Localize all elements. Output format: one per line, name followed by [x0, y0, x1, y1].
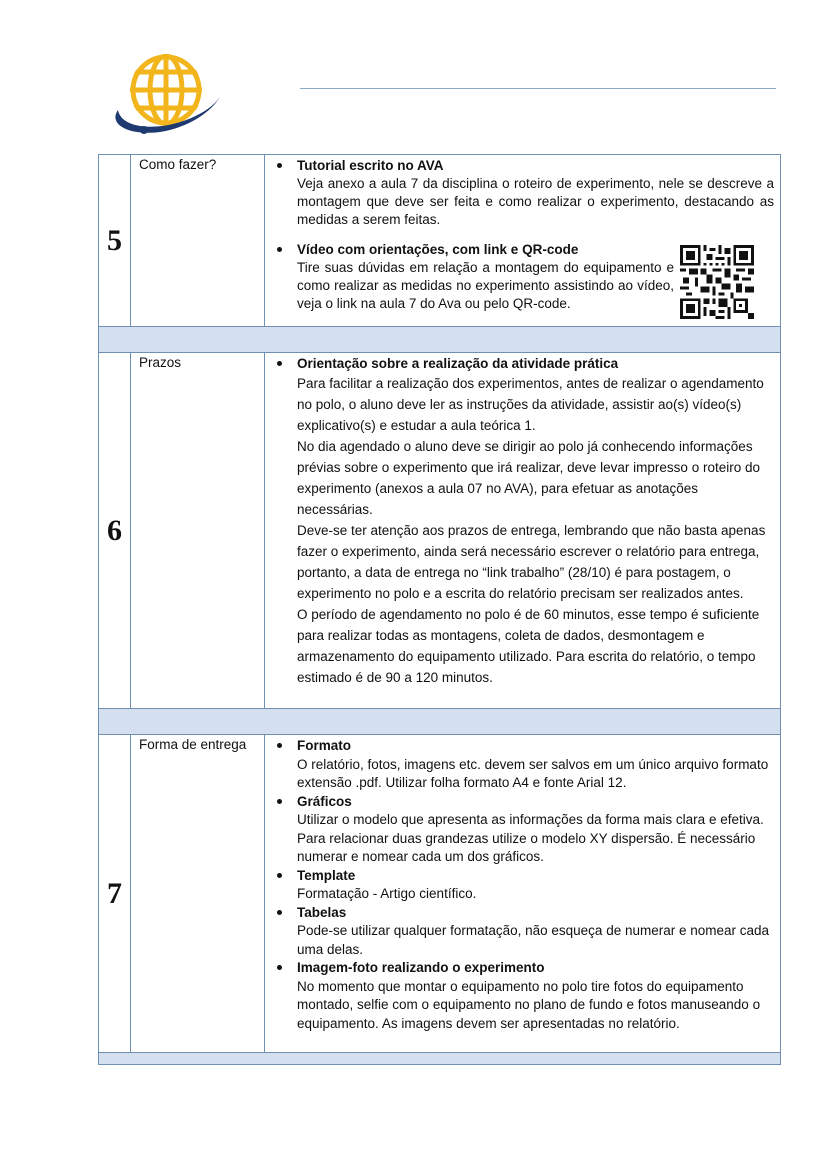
- bullet-list: [271, 157, 774, 313]
- item-body: Formatação - Artigo científico.: [297, 886, 477, 901]
- bullet-list: [271, 737, 774, 1033]
- list-item: [271, 793, 774, 867]
- item-title: Template: [297, 867, 356, 883]
- item-body: Utilizar o modelo que apresenta as informações da forma mais clara e efetiva. Para relacionar duas grandezas utilize o modelo XY dispersão. É necessário numerar e nomear cada um dos gráficos.: [297, 812, 764, 864]
- table-row: [99, 155, 781, 327]
- list-item: [271, 157, 774, 229]
- activity-table: [98, 154, 781, 1065]
- item-body: Veja anexo a aula 7 da disciplina o roteiro de experimento, nele se descreve a montagem que deve ser feita e como realizar o experimento, destacando as medidas a serem feitas.: [297, 176, 774, 227]
- item-title: Gráficos: [297, 793, 352, 809]
- row-number: 7: [99, 735, 131, 1053]
- item-body: O relatório, fotos, imagens etc. devem ser salvos em um único arquivo formato extensão .pdf. Utilizar folha formato A4 e fonte Arial 12.: [297, 756, 769, 790]
- separator-row: [99, 709, 781, 735]
- bullet-list: [271, 355, 774, 688]
- item-title: Tabelas: [297, 904, 347, 920]
- row-label: Prazos: [131, 353, 265, 709]
- row-content: [265, 155, 781, 327]
- item-title: Imagem-foto realizando o experimento: [297, 960, 545, 975]
- row-number: 5: [99, 155, 131, 327]
- table-row: [99, 353, 781, 709]
- list-item: [271, 867, 774, 904]
- qr-code-icon[interactable]: [680, 245, 754, 319]
- item-body: No momento que montar o equipamento no polo tire fotos do equipamento montado, selfie com o equipamento no plano de fundo e fotos manuseando o equipamento. As imagens devem ser apresentadas no relatório.: [297, 978, 761, 1031]
- row-number: 6: [99, 353, 131, 709]
- row-label: Como fazer?: [131, 155, 265, 327]
- list-item: [271, 355, 774, 688]
- item-title: Tutorial escrito no AVA: [297, 158, 444, 173]
- separator-row: [99, 327, 781, 353]
- separator-row: [99, 1053, 781, 1065]
- header-rule: [300, 88, 776, 89]
- row-content: [265, 735, 781, 1053]
- item-title: Formato: [297, 738, 351, 753]
- item-body: Pode-se utilizar qualquer formatação, não esqueça de numerar e nomear cada uma delas.: [297, 923, 770, 957]
- globe-logo-icon: [108, 50, 226, 138]
- item-paragraph: Para facilitar a realização dos experimentos, antes de realizar o agendamento no polo, o aluno deve ler as instruções da atividade, assistir ao(s) vídeo(s) explicativo(s) e estudar a aula teórica 1.: [297, 376, 764, 433]
- list-item: [271, 904, 774, 960]
- item-title: Orientação sobre a realização da atividade prática: [297, 356, 619, 371]
- row-label: Forma de entrega: [131, 735, 265, 1053]
- item-paragraph: O período de agendamento no polo é de 60 minutos, esse tempo é suficiente para realizar todas as montagens, coleta de dados, desmontagem e armazenamento do equipamento utilizado. Para escrita do relatório, o tempo estimado é de 90 a 120 minutos.: [297, 607, 760, 685]
- item-paragraph: Deve-se ter atenção aos prazos de entrega, lembrando que não basta apenas fazer o experimento, ainda será necessário escrever o relatório para entrega, portanto, a data de entrega no “link trabalho” (28/10) é para postagem, o experimento no polo e a escrita do relatório precisam ser realizados antes.: [297, 523, 766, 601]
- item-title: Vídeo com orientações, com link e QR-code: [297, 242, 579, 257]
- list-item: [271, 241, 774, 313]
- item-paragraph: No dia agendado o aluno deve se dirigir ao polo já conhecendo informações prévias sobre o experimento que irá realizar, deve levar impresso o roteiro do experimento (anexos a aula 07 no AVA), para efetuar as anotações necessárias.: [297, 439, 760, 517]
- table-row: [99, 735, 781, 1053]
- list-item: [271, 737, 774, 793]
- item-body: Tire suas dúvidas em relação a montagem do equipamento e como realizar as medidas no experimento assistindo ao vídeo, veja o link na aula 7 do Ava ou pelo QR-code.: [297, 260, 674, 311]
- row-content: [265, 353, 781, 709]
- list-item: [271, 959, 774, 1033]
